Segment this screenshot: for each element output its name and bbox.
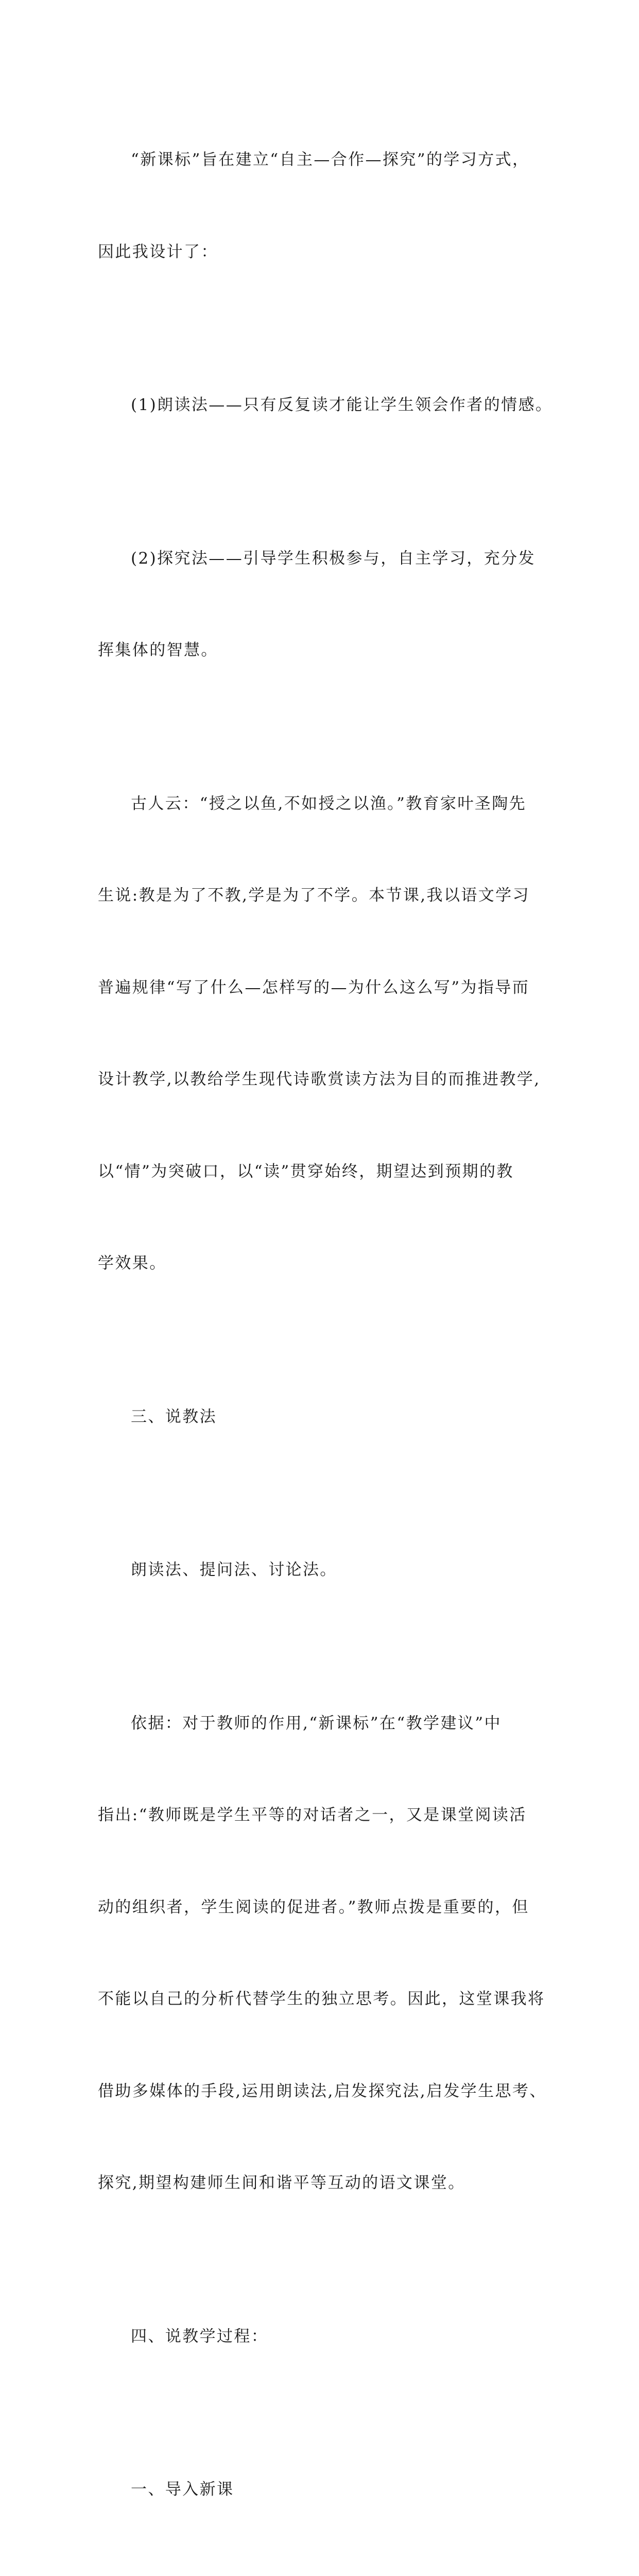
text-line: (2)探究法——引导学生积极参与，自主学习，充分发 bbox=[98, 544, 541, 574]
text-line: 古人云：“授之以鱼,不如授之以渔。”教育家叶圣陶先 bbox=[98, 789, 541, 820]
heading-text: 一、导入新课 bbox=[98, 2475, 541, 2505]
text-line: 朗读法、提问法、讨论法。 bbox=[98, 1555, 541, 1586]
text-line: 学效果。 bbox=[65, 1248, 541, 1279]
subsection-heading-introduction bbox=[98, 2413, 541, 2567]
paragraph-inquiry-method bbox=[98, 482, 541, 727]
text-line: (1)朗读法——只有反复读才能让学生领会作者的情感。 bbox=[98, 390, 541, 421]
text-line: 探究,期望构建师生间和谐平等互动的语文课堂。 bbox=[65, 2168, 541, 2199]
text-line: 指出:“教师既是学生平等的对话者之一，又是课堂阅读活 bbox=[65, 1800, 541, 1831]
text-line: 设计教学,以教给学生现代诗歌赏读方法为目的而推进教学, bbox=[65, 1064, 541, 1095]
text-line: 借助多媒体的手段,运用朗读法,启发探究法,启发学生思考、 bbox=[65, 2076, 541, 2107]
section-heading-teaching-process bbox=[98, 2260, 541, 2414]
text-line: 生说:教是为了不教,学是为了不学。本节课,我以语文学习 bbox=[65, 880, 541, 911]
paragraph-teaching-philosophy bbox=[98, 727, 541, 1341]
text-line: 依据：对于教师的作用,“新课标”在“教学建议”中 bbox=[98, 1708, 541, 1739]
text-line: 以“情”为突破口，以“读”贯穿始终，期望达到预期的教 bbox=[65, 1157, 541, 1188]
text-line: “新课标”旨在建立“自主—合作—探究”的学习方式， bbox=[98, 145, 541, 176]
paragraph-introduction bbox=[98, 2567, 541, 2576]
document-page bbox=[0, 0, 639, 904]
document-body bbox=[98, 83, 541, 2576]
paragraph-method-list bbox=[98, 1494, 541, 1647]
heading-text: 三、说教法 bbox=[98, 1402, 541, 1433]
text-line: 因此我设计了： bbox=[65, 237, 541, 268]
section-heading-teaching-methods bbox=[98, 1341, 541, 1494]
paragraph-learning-method bbox=[98, 83, 541, 329]
text-line: 挥集体的智慧。 bbox=[65, 635, 541, 666]
text-line: 普遍规律“写了什么—怎样写的—为什么这么写”为指导而 bbox=[65, 973, 541, 1004]
text-line: 动的组织者，学生阅读的促进者。”教师点拨是重要的，但 bbox=[65, 1892, 541, 1923]
paragraph-basis bbox=[98, 1647, 541, 2260]
paragraph-reading-method bbox=[98, 329, 541, 482]
text-line: 不能以自己的分析代替学生的独立思考。因此，这堂课我将 bbox=[65, 1984, 541, 2015]
heading-text: 四、说教学过程： bbox=[98, 2321, 541, 2352]
